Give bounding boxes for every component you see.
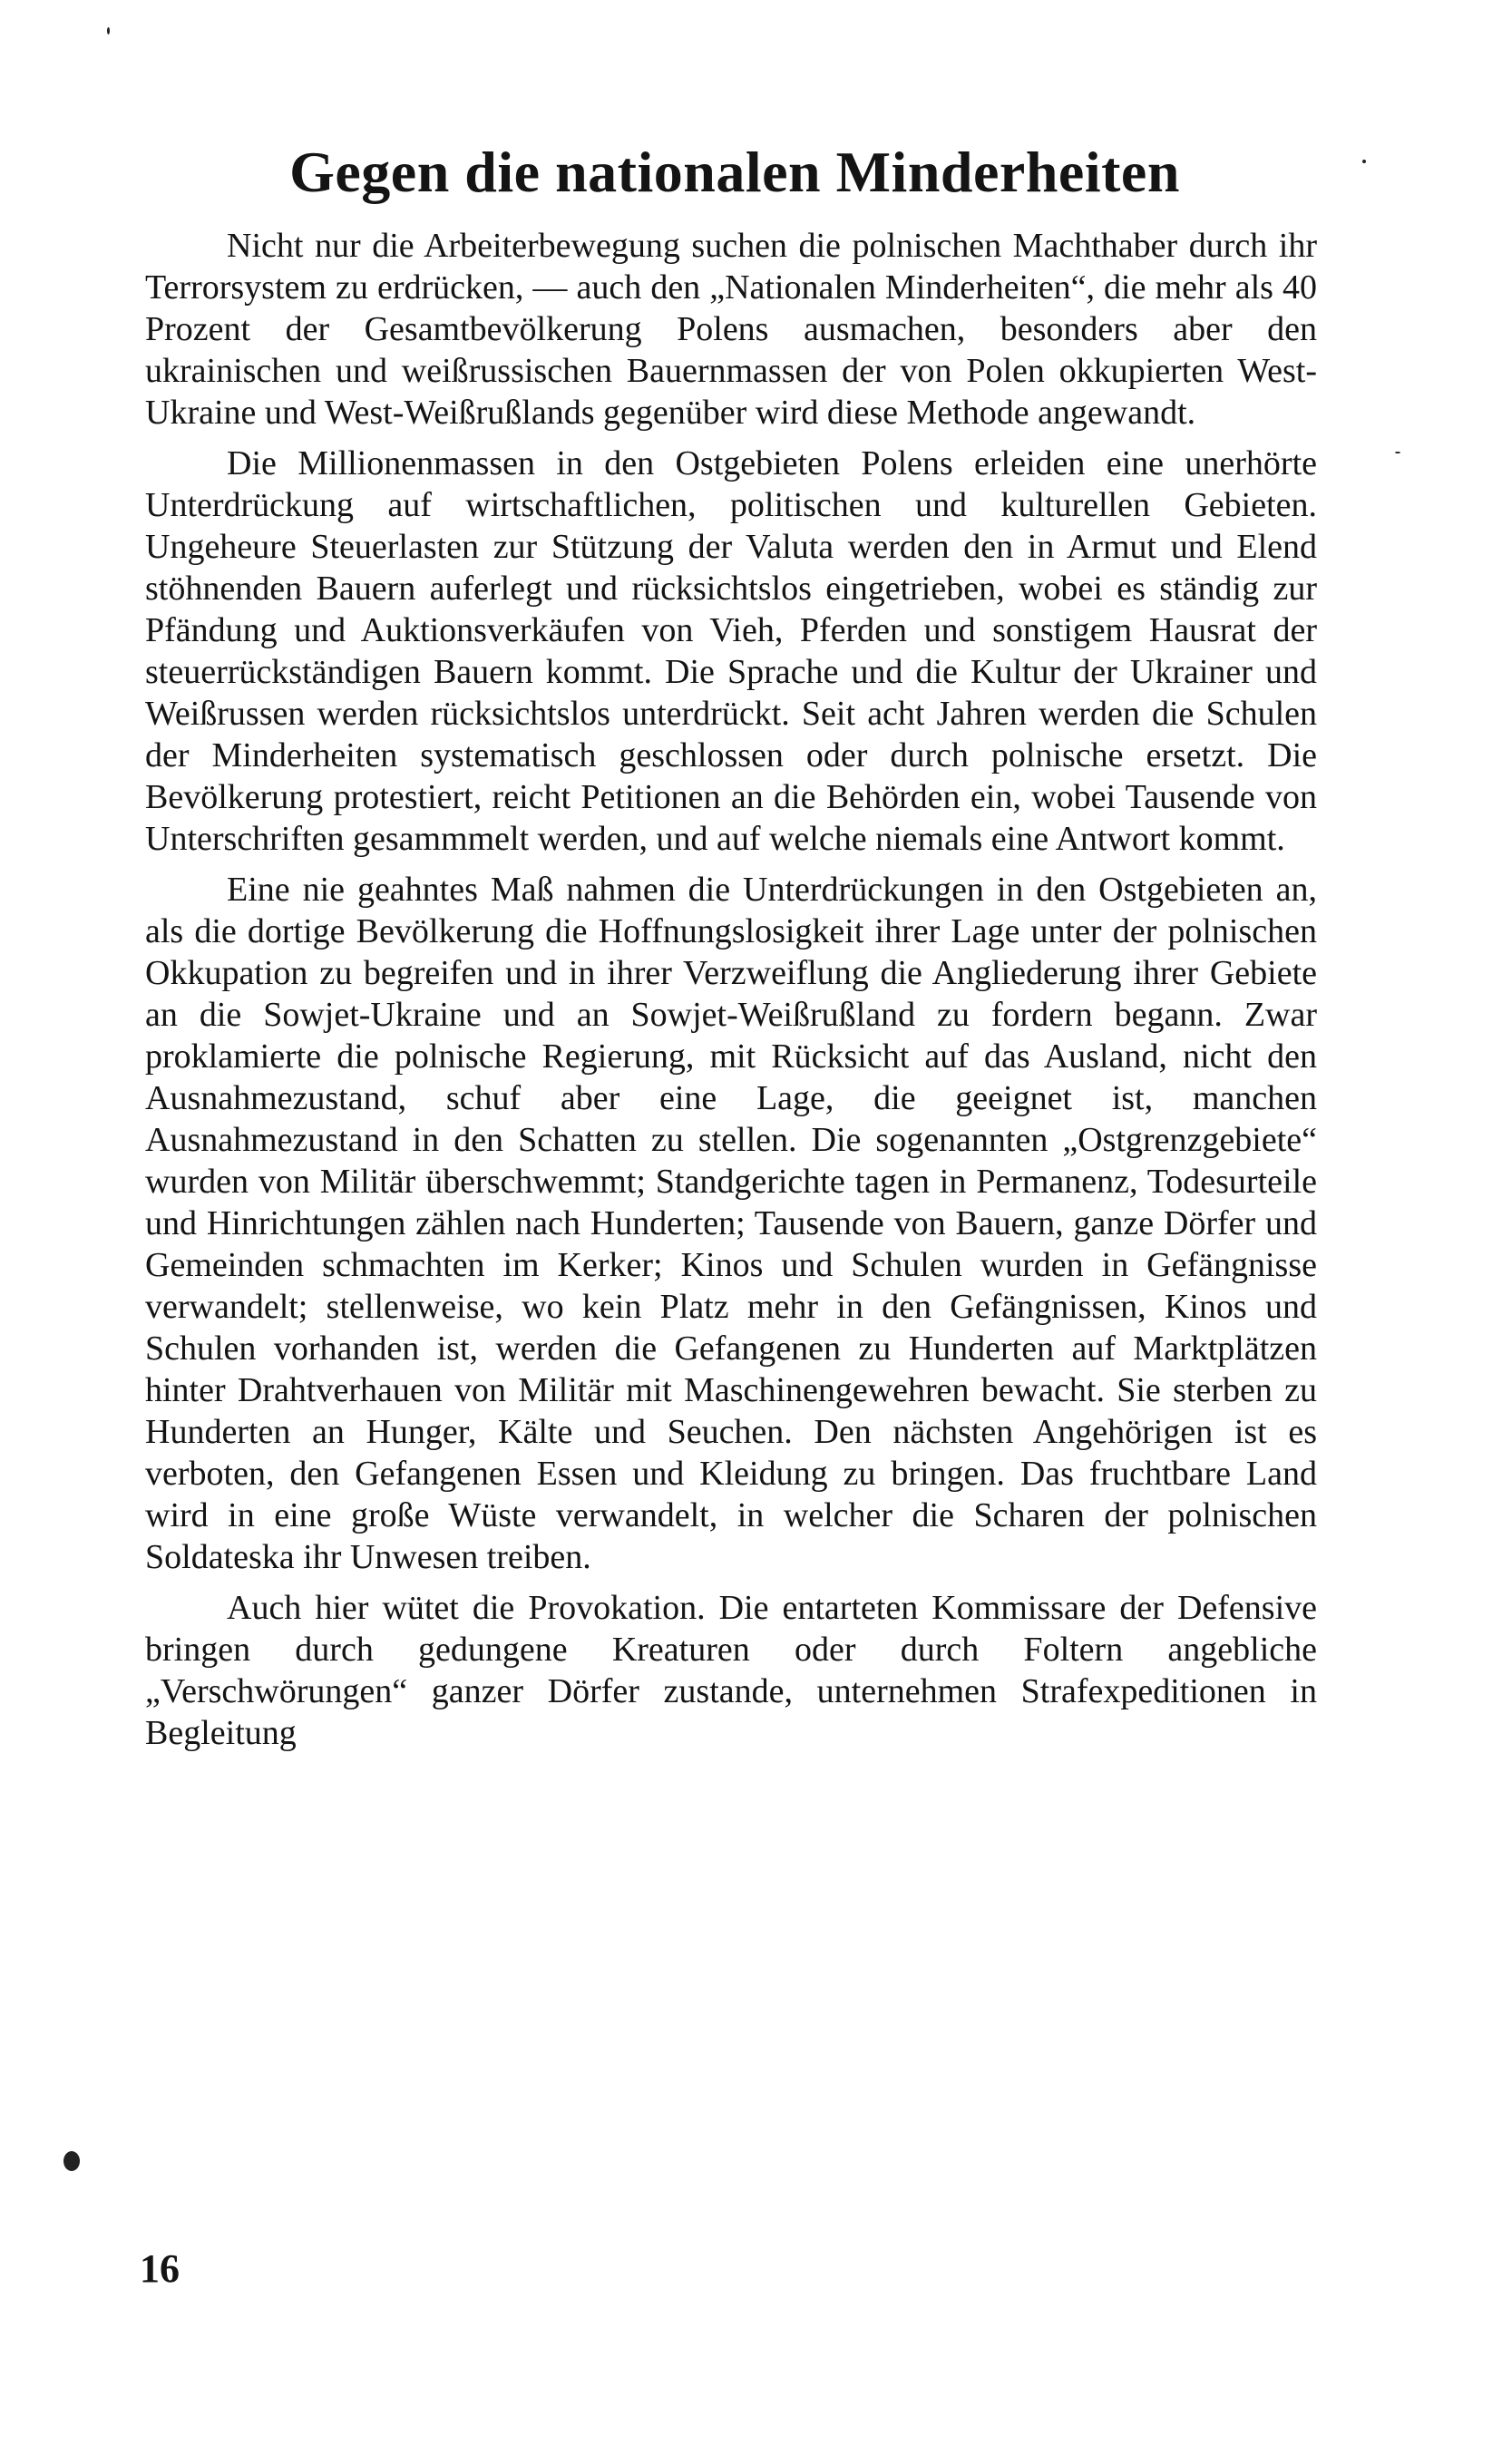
ink-speck-mark <box>107 27 110 34</box>
ink-blot-mark <box>63 2151 80 2171</box>
paragraph: Auch hier wütet die Provokation. Die entarteten Kommissare der Defensive bringen durch gedungene Kreaturen oder durch Foltern angebliche „Verschwörungen“ ganzer Dörfer zustande, unternehmen Strafexpeditionen in Begleitung <box>145 1589 1317 1752</box>
paragraph: Die Millionenmassen in den Ostgebieten Polens erleiden eine unerhörte Unterdrückung auf wirtschaftlichen, politischen und kulturellen Gebieten. Ungeheure Steuerlasten zur Stützung der Valuta werden den in Armut und Elend stöhnenden Bauern auferlegt und rücksichtslos eingetrieben, wobei es ständig zur Pfändung und Auktionsverkäufen von Vieh, Pferden und sonstigem Hausrat der steuerrückständigen Bauern kommt. Die Sprache und die Kultur der Ukrainer und Weißrussen werden rücksichtslos unterdrückt. Seit acht Jahren werden die Schulen der Minderheiten systematisch geschlossen oder durch polnische ersetzt. Die Bevölkerung protestiert, reicht Petitionen an die Behörden ein, wobei Tausende von Unterschriften gesammmelt werden, und auf welche niemals eine Antwort kommt. <box>145 444 1317 858</box>
ink-speck-mark <box>1362 160 1366 163</box>
page-title: Gegen die nationalen Minderheiten <box>289 140 1180 204</box>
paragraph: Eine nie geahntes Maß nahmen die Unterdrückungen in den Ostgebieten an, als die dortige Bevölkerung die Hoffnungslosigkeit ihrer Lage unter der polnischen Okkupation zu begreifen und in ihrer Verzweiflung die Angliederung ihrer Gebiete an die Sowjet-Ukraine und an Sowjet-Weißrußland zu fordern begann. Zwar proklamierte die polnische Regierung, mit Rücksicht auf das Ausland, nicht den Ausnahmezustand, schuf aber eine Lage, die geeignet ist, manchen Ausnahmezustand in den Schatten zu stellen. Die sogenannten „Ostgrenzgebiete“ wurden von Militär überschwemmt; Standgerichte tagen in Permanenz, Todesurteile und Hinrichtungen zählen nach Hunderten; Tausende von Bauern, ganze Dörfer und Gemeinden schmachten im Kerker; Kinos und Schulen wurden in Gefängnisse verwandelt; stellenweise, wo kein Platz mehr in den Gefängnissen, Kinos und Schulen vorhanden ist, werden die Gefangenen zu Hunderten auf Marktplätzen hinter Drahtverhauen von Militär mit Maschinengewehren bewacht. Sie sterben zu Hunderten an Hunger, Kälte und Seuchen. Den nächsten Angehörigen ist es verboten, den Gefangenen Essen und Kleidung zu bringen. Das fruchtbare Land wird in eine große Wüste verwandelt, in welcher die Scharen der polnischen Soldateska ihr Unwesen treiben. <box>145 871 1317 1576</box>
ink-speck-mark <box>1395 452 1400 453</box>
paragraph: Nicht nur die Arbeiterbewegung suchen die polnischen Machthaber durch ihr Terrorsystem zu erdrücken, — auch den „Nationalen Minderheiten“, die mehr als 40 Prozent der Gesamtbevölkerung Polens ausmachen, besonders aber den ukrainischen und weißrussischen Bauernmassen der von Polen okkupierten West-Ukraine und West-Weißrußlands gegenüber wird diese Methode angewandt. <box>145 227 1317 432</box>
body-text <box>145 225 1317 1763</box>
page-number: 16 <box>140 2246 180 2291</box>
